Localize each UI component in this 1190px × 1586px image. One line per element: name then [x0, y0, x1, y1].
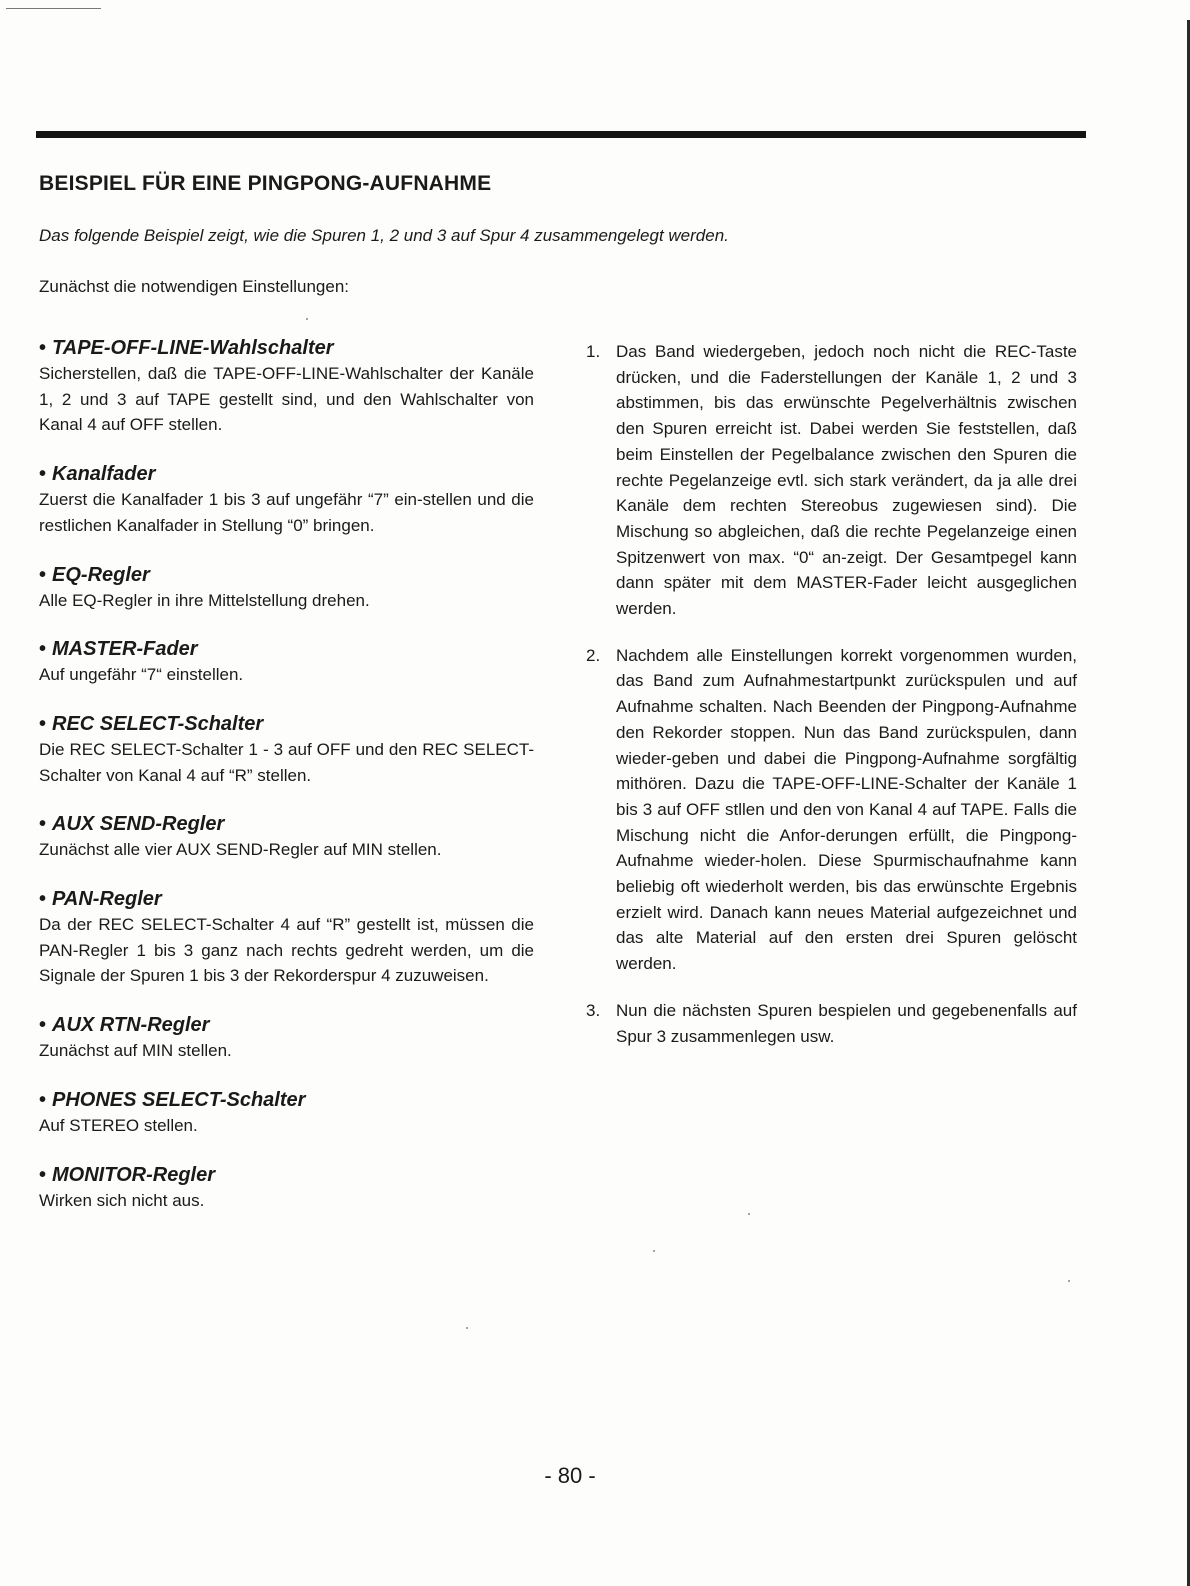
lead-text: Zunächst die notwendigen Einstellungen: — [39, 277, 349, 296]
scan-speck — [466, 1327, 468, 1329]
bullet-icon: • — [39, 563, 47, 586]
bullet-icon: • — [39, 1088, 47, 1111]
header-rule — [36, 131, 1086, 138]
scan-speck — [653, 1250, 655, 1252]
step-item — [586, 998, 1077, 1049]
step-text: Nachdem alle Einstellungen korrekt vorgenommen wurden, das Band zum Aufnahmestartpunkt zurückspulen und auf Aufnahme schalten. Nach Beenden der Pingpong-Aufnahme den Rekorder stoppen. Nun das Band zurückspulen, dann wieder-geben und dabei die Pingpong-Aufnahme sorgfältig mithören. Dazu die TAPE-OFF-LINE-Schalter der Kanäle 1 bis 3 auf OFF stllen und den von Kanal 4 auf TAPE. Falls die Mischung nicht die Anfor-derungen erfüllt, die Pingpong-Aufnahme wieder-holen. Diese Spurmischaufnahme kann beliebig oft wiederholt werden, bis das erwünschte Ergebnis erzielt wird. Danach kann neues Material aufgezeichnet und das alte Material auf den ersten drei Spuren gelöscht werden. — [616, 645, 1077, 974]
step-text: Nun die nächsten Spuren bespielen und gegebenenfalls auf Spur 3 zusammenlegen usw. — [616, 1000, 1077, 1046]
setting-item — [39, 711, 534, 788]
setting-title: • PAN-Regler — [39, 888, 162, 911]
setting-title: • PHONES SELECT-Schalter — [39, 1088, 306, 1111]
setting-description: Zunächst alle vier AUX SEND-Regler auf MIN stellen. — [39, 840, 442, 860]
setting-description: Die REC SELECT-Schalter 1 - 3 auf OFF und den REC SELECT-Schalter von Kanal 4 auf “R” stellen. — [39, 739, 534, 785]
setting-title: • TAPE-OFF-LINE-Wahlschalter — [39, 337, 334, 359]
setting-description: Zunächst auf MIN stellen. — [39, 1041, 232, 1061]
bullet-icon: • — [39, 337, 47, 359]
bullet-icon: • — [39, 813, 47, 836]
setting-description: Zuerst die Kanalfader 1 bis 3 auf ungefähr “7” ein-stellen und die restlichen Kanalfader in Stellung “0” bringen. — [39, 490, 534, 535]
page-title: BEISPIEL FÜR EINE PINGPONG-AUFNAHME — [39, 172, 492, 195]
bullet-icon: • — [39, 888, 47, 911]
bullet-icon: • — [39, 1014, 47, 1037]
setting-description: Sicherstellen, daß die TAPE-OFF-LINE-Wahlschalter der Kanäle 1, 2 und 3 auf TAPE gestellt sind, und den Wahlschalter von Kanal 4 auf OFF stellen. — [39, 364, 534, 435]
setting-item — [39, 562, 534, 614]
setting-description: Auf ungefähr “7“ einstellen. — [39, 665, 244, 685]
step-text: Das Band wiedergeben, jedoch noch nicht die REC-Taste drücken, und die Faderstellungen der Kanäle 1, 2 und 3 abstimmen, bis das erwünschte Pegelverhältnis zwischen den Spuren erreicht ist. Dabei werden Sie feststellen, daß beim Einstellen der Pegelbalance zwischen den Spuren die rechte Pegelanzeige evtl. sich stark verändert, da ja alle drei Kanäle dem rechten Stereobus zugewiesen sind). Die Mischung so abgleichen, daß die rechte Pegelanzeige einen Spitzenwert von max. “0“ an-zeigt. Der Gesamtpegel kann dann später mit dem MASTER-Fader leicht ausgeglichen werden. — [616, 342, 1077, 619]
setting-title: • MONITOR-Regler — [39, 1163, 215, 1186]
setting-title: • REC SELECT-Schalter — [39, 712, 264, 735]
scan-speck — [748, 1213, 750, 1215]
setting-description: Da der REC SELECT-Schalter 4 auf “R” gestellt ist, müssen die PAN-Regler 1 bis 3 ganz nach rechts gedreht werden, um die Signale der Spuren 1 bis 3 der Rekorderspur 4 zuzuweisen. — [39, 915, 534, 986]
setting-description: Wirken sich nicht aus. — [39, 1190, 205, 1210]
bullet-icon: • — [39, 463, 47, 486]
bullet-icon: • — [39, 712, 47, 735]
step-number: 1. — [586, 342, 601, 361]
scan-corner-mark — [6, 8, 101, 9]
step-number: 2. — [586, 645, 601, 665]
step-item — [586, 339, 1077, 622]
setting-item — [39, 811, 534, 863]
setting-description: Alle EQ-Regler in ihre Mittelstellung drehen. — [39, 590, 370, 610]
setting-item — [39, 1162, 534, 1214]
step-item — [586, 643, 1077, 977]
setting-title: • EQ-Regler — [39, 563, 150, 586]
steps-list — [586, 339, 1077, 1070]
setting-title: • AUX SEND-Regler — [39, 813, 225, 836]
bullet-icon: • — [39, 638, 47, 661]
setting-item — [39, 1087, 534, 1139]
setting-title: • Kanalfader — [39, 463, 156, 486]
scan-speck — [1068, 1280, 1070, 1282]
setting-item — [39, 1012, 534, 1064]
scan-speck — [306, 318, 308, 320]
setting-item — [39, 636, 534, 688]
settings-list — [39, 335, 534, 1236]
page-number: - 80 - — [544, 1463, 596, 1488]
setting-item — [39, 886, 534, 989]
bullet-icon: • — [39, 1163, 47, 1186]
intro-text: Das folgende Beispiel zeigt, wie die Spuren 1, 2 und 3 auf Spur 4 zusammengelegt werden. — [39, 226, 729, 245]
setting-item — [39, 335, 534, 438]
setting-title: • MASTER-Fader — [39, 638, 198, 661]
step-number: 3. — [586, 1000, 601, 1020]
setting-title: • AUX RTN-Regler — [39, 1014, 210, 1037]
setting-item — [39, 461, 534, 538]
setting-description: Auf STEREO stellen. — [39, 1115, 198, 1135]
